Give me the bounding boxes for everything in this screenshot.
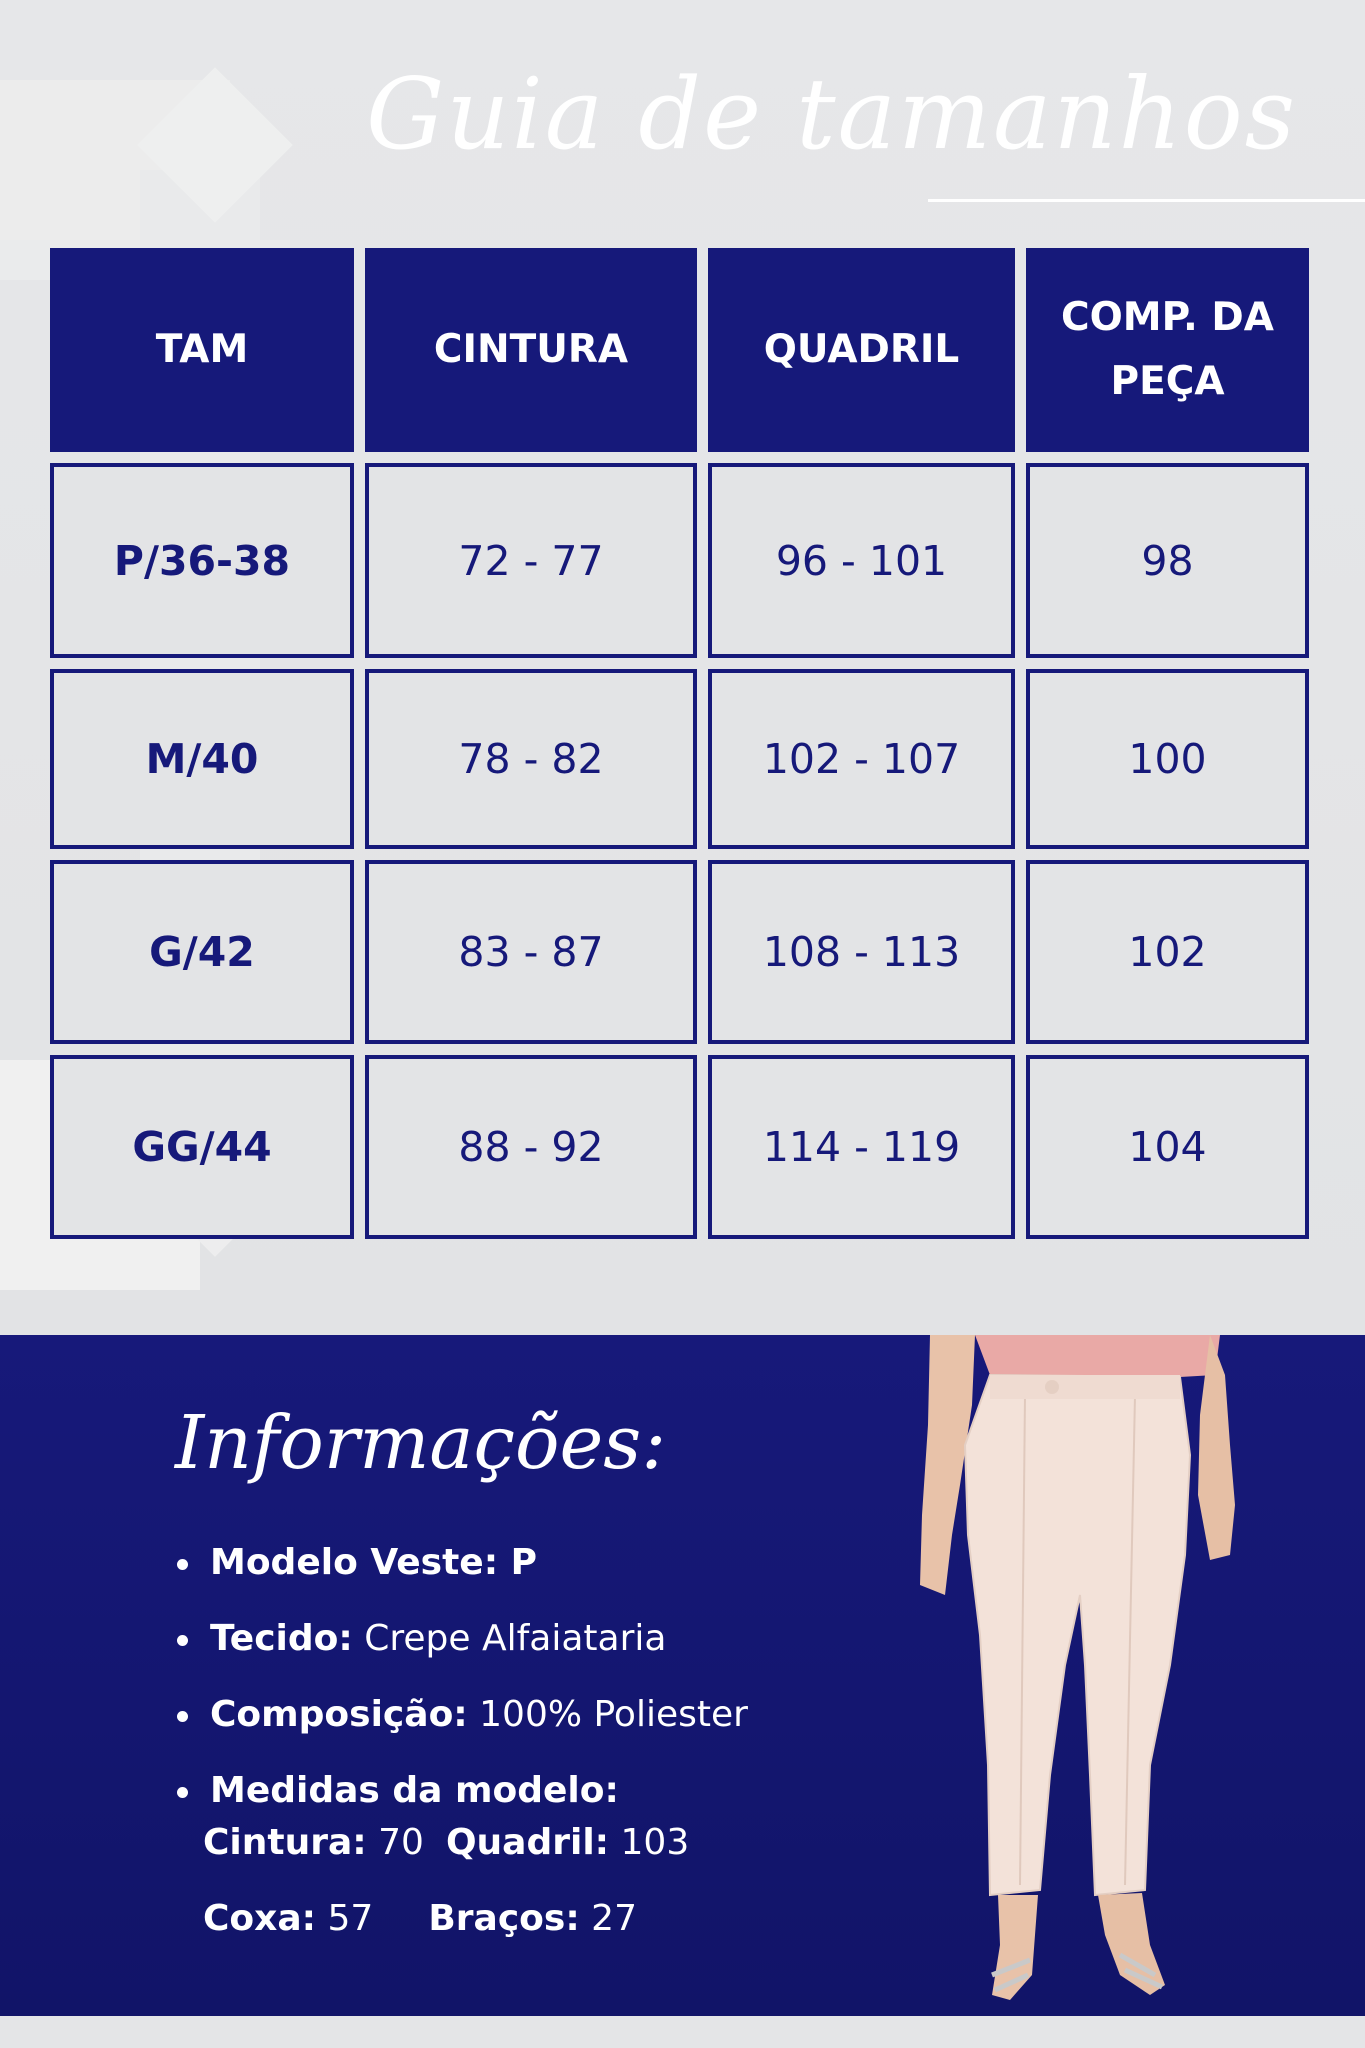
table-row: [50, 669, 1309, 849]
composicao-value: 100% Poliester: [467, 1694, 748, 1735]
list-item: [175, 1753, 748, 1829]
table-row: [50, 463, 1309, 658]
table-row: [50, 1055, 1309, 1239]
title-underline: [928, 199, 1365, 202]
model-button: [1045, 1380, 1059, 1394]
model-left-foot: [992, 1895, 1038, 2000]
model-blouse: [975, 1335, 1220, 1377]
cintura-cell: 78 - 82: [365, 669, 697, 849]
header-tam: TAM: [50, 248, 354, 452]
bracos-label: Braços:: [428, 1898, 580, 1939]
cintura-cell: 88 - 92: [365, 1055, 697, 1239]
comp-cell: 98: [1026, 463, 1309, 658]
model-waistband: [990, 1375, 1180, 1399]
header-comp: [1026, 248, 1309, 452]
cintura-label: Cintura:: [203, 1822, 367, 1863]
comp-cell: 102: [1026, 860, 1309, 1044]
header-cintura: CINTURA: [365, 248, 697, 452]
header-quadril: QUADRIL: [708, 248, 1015, 452]
cintura-cell: 72 - 77: [365, 463, 697, 658]
table-header-row: [50, 248, 1309, 452]
info-section: [0, 1335, 1365, 2016]
measurements-line-2: [203, 1898, 637, 1939]
model-pants: [965, 1375, 1190, 1895]
list-item: [175, 1601, 748, 1677]
bracos-value: 27: [579, 1898, 637, 1939]
quadril-cell: 96 - 101: [708, 463, 1015, 658]
tecido-value: Crepe Alfaiataria: [352, 1618, 667, 1659]
bottom-strip: [0, 2016, 1365, 2048]
coxa-label: Coxa:: [203, 1898, 317, 1939]
size-cell: M/40: [50, 669, 354, 849]
page-title: Guia de tamanhos: [366, 58, 1297, 172]
measurements-line-1: [203, 1822, 689, 1863]
medidas-label: Medidas da modelo:: [210, 1770, 619, 1811]
quadril-cell: 108 - 113: [708, 860, 1015, 1044]
info-title: Informações:: [175, 1400, 667, 1486]
quadril-value: 103: [609, 1822, 690, 1863]
model-right-foot: [1098, 1893, 1165, 1995]
tecido-label: Tecido:: [210, 1618, 353, 1659]
comp-cell: 100: [1026, 669, 1309, 849]
quadril-cell: 114 - 119: [708, 1055, 1015, 1239]
info-list: [175, 1525, 748, 1829]
model-photo: [880, 1335, 1240, 2016]
list-item: [175, 1677, 748, 1753]
modelo-veste: Modelo Veste: P: [210, 1542, 538, 1583]
list-item: [175, 1525, 748, 1601]
quadril-label: Quadril:: [445, 1822, 610, 1863]
coxa-value: 57: [316, 1898, 374, 1939]
quadril-cell: 102 - 107: [708, 669, 1015, 849]
cintura-cell: 83 - 87: [365, 860, 697, 1044]
size-cell: G/42: [50, 860, 354, 1044]
size-cell: GG/44: [50, 1055, 354, 1239]
header-comp-label: COMP. DA PEÇA: [1061, 295, 1274, 404]
comp-cell: 104: [1026, 1055, 1309, 1239]
size-cell: P/36-38: [50, 463, 354, 658]
composicao-label: Composição:: [210, 1694, 468, 1735]
table-row: [50, 860, 1309, 1044]
cintura-value: 70: [366, 1822, 424, 1863]
size-table: [39, 237, 1320, 1250]
